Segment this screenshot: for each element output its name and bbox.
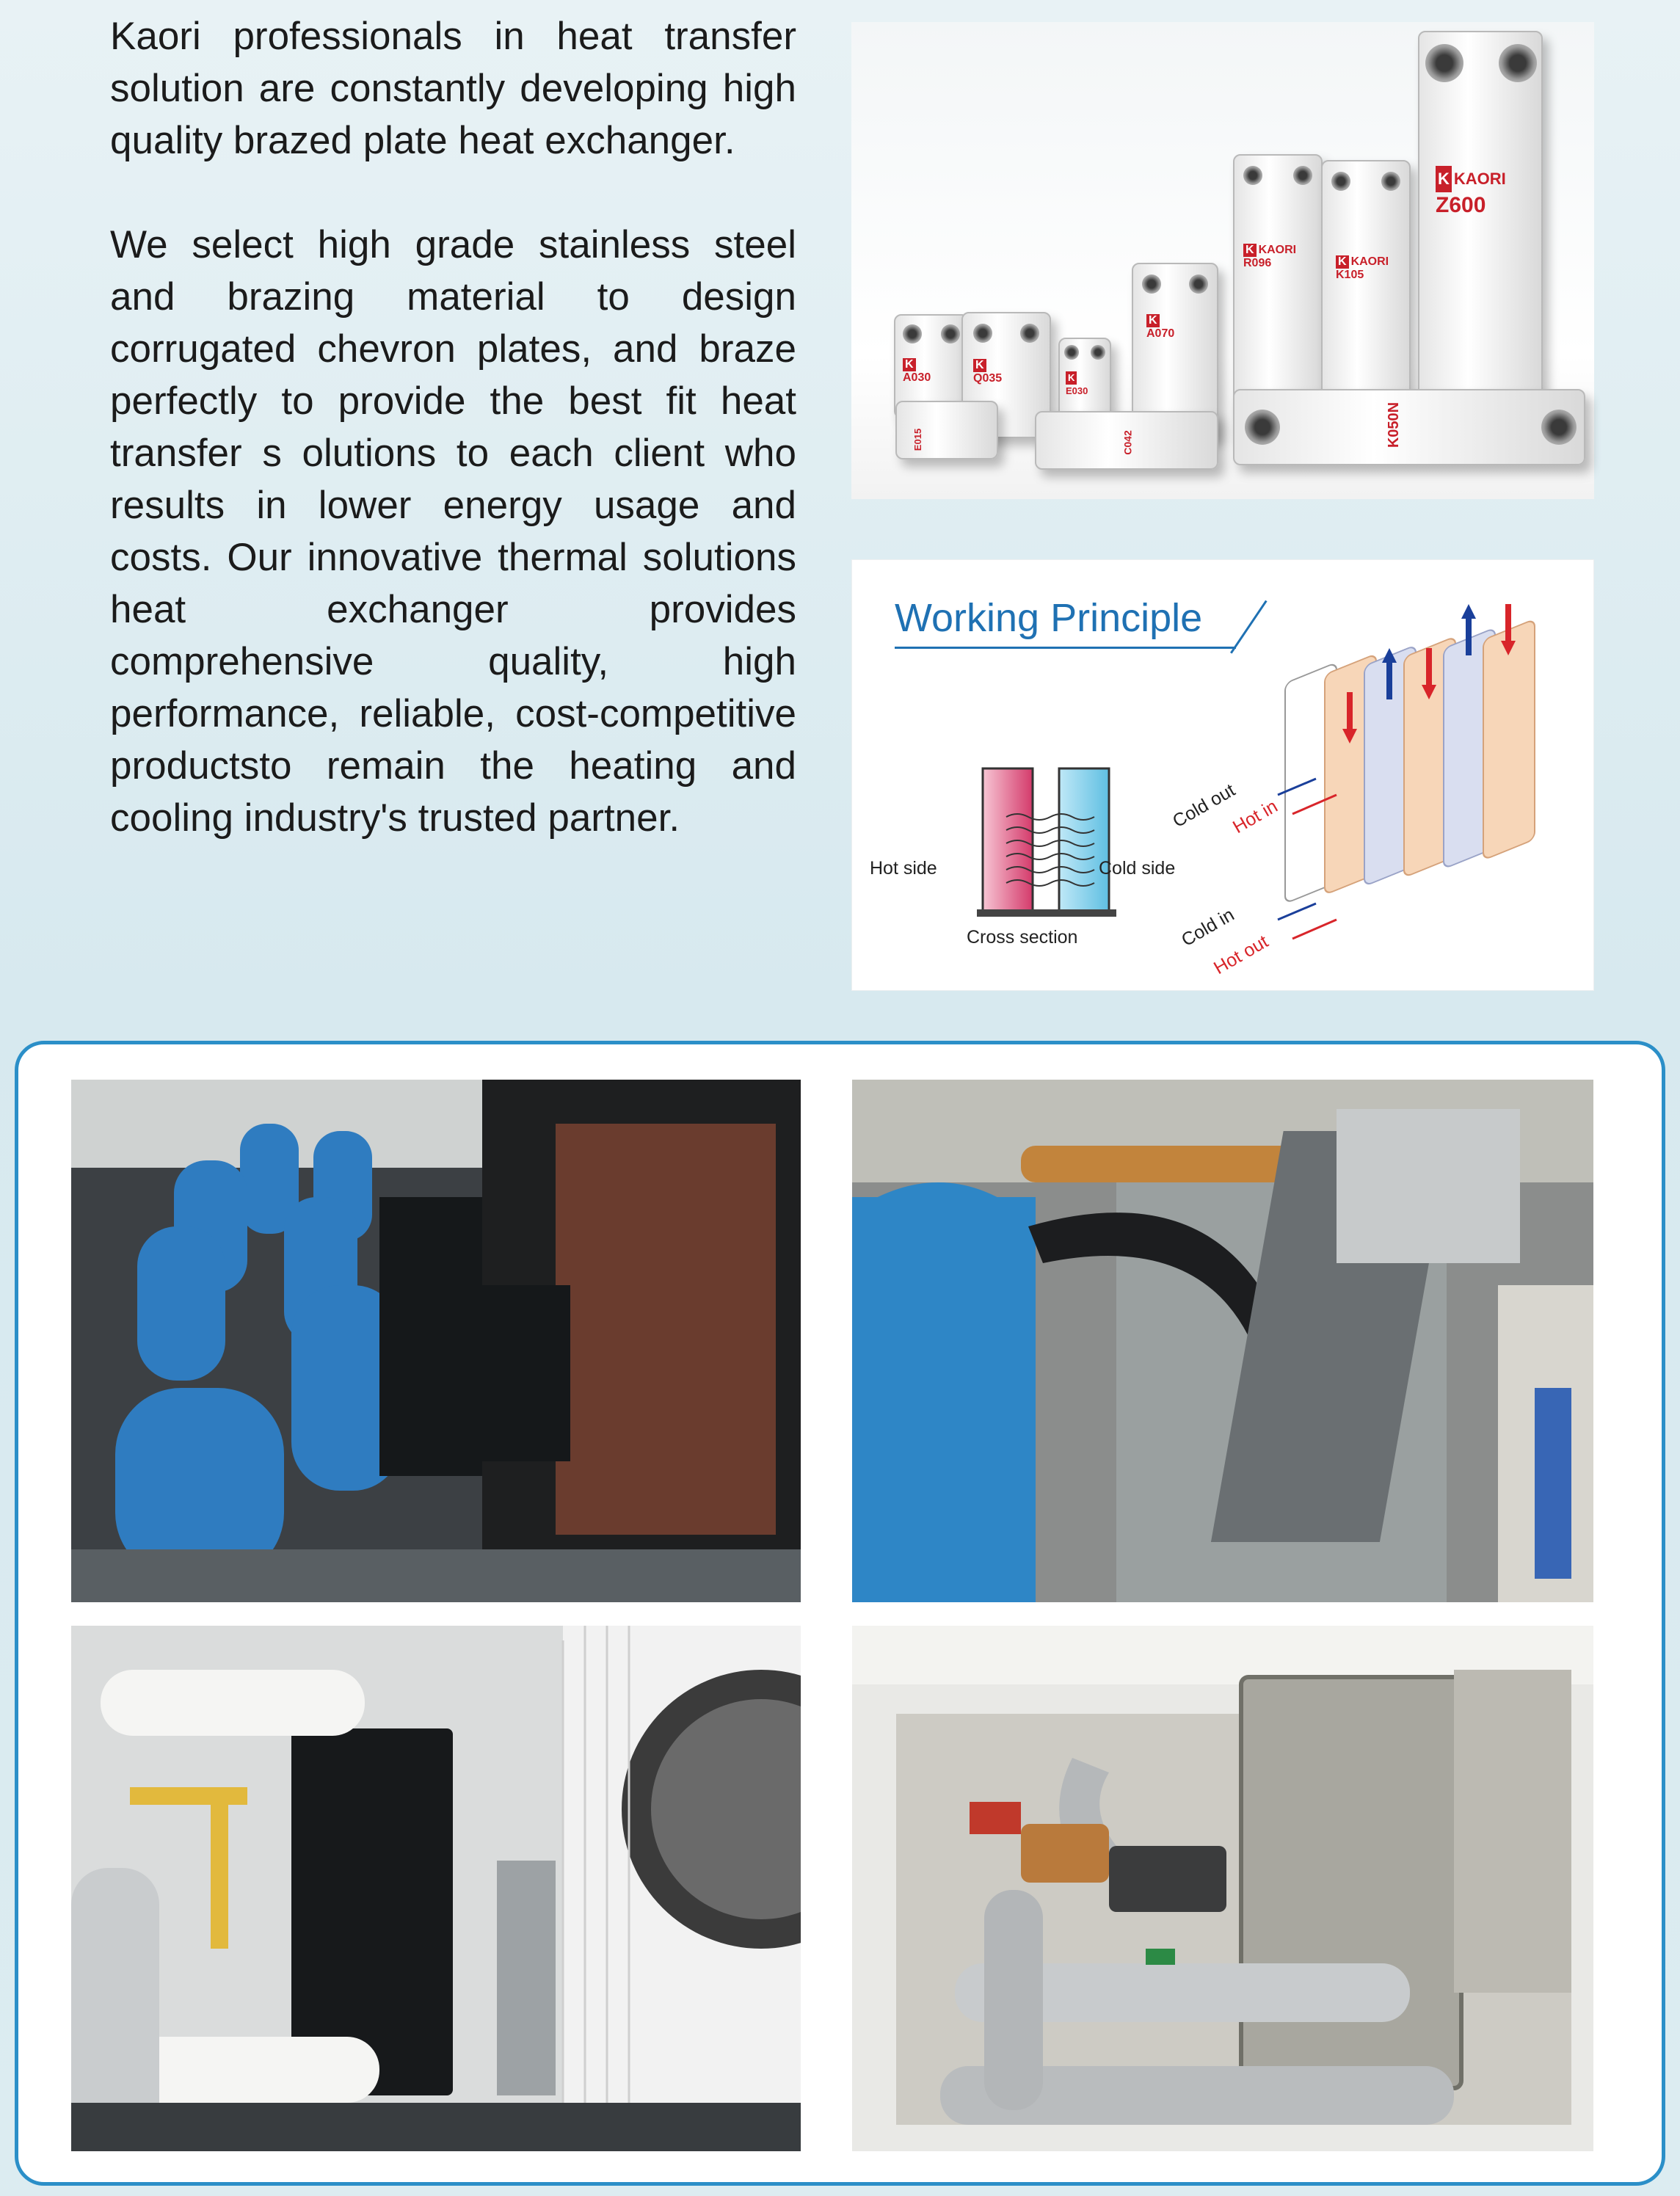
port-icon xyxy=(973,324,992,343)
photo-compressor-room xyxy=(71,1080,801,1602)
product-c042 xyxy=(1035,411,1218,470)
product-k050n xyxy=(1233,389,1585,465)
product-e015 xyxy=(895,401,998,459)
model-label: K KAORI Z600 xyxy=(1436,164,1506,219)
photo-outdoor-unit xyxy=(71,1626,801,2151)
brand-logo: K xyxy=(903,358,916,371)
port-icon xyxy=(1381,172,1400,191)
port-icon xyxy=(1541,410,1577,445)
port-icon xyxy=(1064,345,1079,360)
working-principle-panel xyxy=(851,559,1594,991)
hot-in-label: Hot in xyxy=(1229,796,1281,838)
title-slash xyxy=(1230,600,1268,654)
brand-logo: K xyxy=(1146,314,1160,327)
port-icon xyxy=(1091,345,1105,360)
product-z600 xyxy=(1418,31,1543,442)
port-icon xyxy=(941,324,960,343)
model-label: K KAORI R096 xyxy=(1243,244,1297,269)
model-label: K KAORI K105 xyxy=(1336,255,1389,281)
hot-side-label: Hot side xyxy=(870,858,937,879)
brand-logo: K xyxy=(1436,166,1452,192)
brand-logo: K xyxy=(1336,255,1349,269)
brand-logo: K xyxy=(973,359,986,372)
brand-logo: K xyxy=(1066,371,1077,385)
model-label: K050N xyxy=(1386,401,1403,448)
photo-valve-assembly xyxy=(852,1626,1593,2151)
port-icon xyxy=(1331,172,1350,191)
intro-paragraph-1: Kaori professionals in heat transfer solution are constantly developing high quality brazed plate heat exchanger. xyxy=(110,15,796,162)
title-underline xyxy=(895,647,1236,649)
model-label: K A070 xyxy=(1146,314,1175,340)
port-icon xyxy=(1245,410,1280,445)
photo-exchanger-compressor xyxy=(852,1080,1593,1602)
port-icon xyxy=(1293,166,1312,185)
port-icon xyxy=(1189,274,1208,294)
cross-section-label: Cross section xyxy=(967,927,1078,948)
model-label: C042 xyxy=(1121,430,1134,455)
port-icon xyxy=(1243,166,1262,185)
cold-out-label: Cold out xyxy=(1169,779,1239,832)
cold-in-label: Cold in xyxy=(1178,904,1238,951)
working-principle-title: Working Principle xyxy=(895,596,1203,640)
model-label: E015 xyxy=(912,428,924,451)
product-lineup-photo xyxy=(851,22,1594,499)
installation-photo-frame xyxy=(15,1041,1665,2186)
cross-section-diagram xyxy=(962,766,1146,934)
plate-stack-diagram xyxy=(1263,582,1586,964)
model-label: K A030 xyxy=(903,358,931,384)
intro-text xyxy=(110,10,796,844)
port-icon xyxy=(1425,44,1463,82)
port-icon xyxy=(1499,44,1537,82)
port-icon xyxy=(1020,324,1039,343)
hot-out-label: Hot out xyxy=(1210,931,1272,979)
intro-paragraph-2: We select high grade stainless steel and brazing material to design corrugated chevron plates, and braze perfectly to provide the best fit heat transfer s olutions to each client who results in lower energy usage and costs. Our innovative thermal solutions heat exchanger provides comprehensive quality, high performance, reliable, cost-competitive productsto remain the heating and cooling industry's trusted partner. xyxy=(110,223,796,840)
cold-side-label: Cold side xyxy=(1099,858,1176,879)
port-icon xyxy=(903,324,922,343)
model-label: K Q035 xyxy=(973,359,1003,385)
brand-logo: K xyxy=(1243,244,1257,257)
port-icon xyxy=(1142,274,1161,294)
model-label: K E030 xyxy=(1066,372,1088,396)
